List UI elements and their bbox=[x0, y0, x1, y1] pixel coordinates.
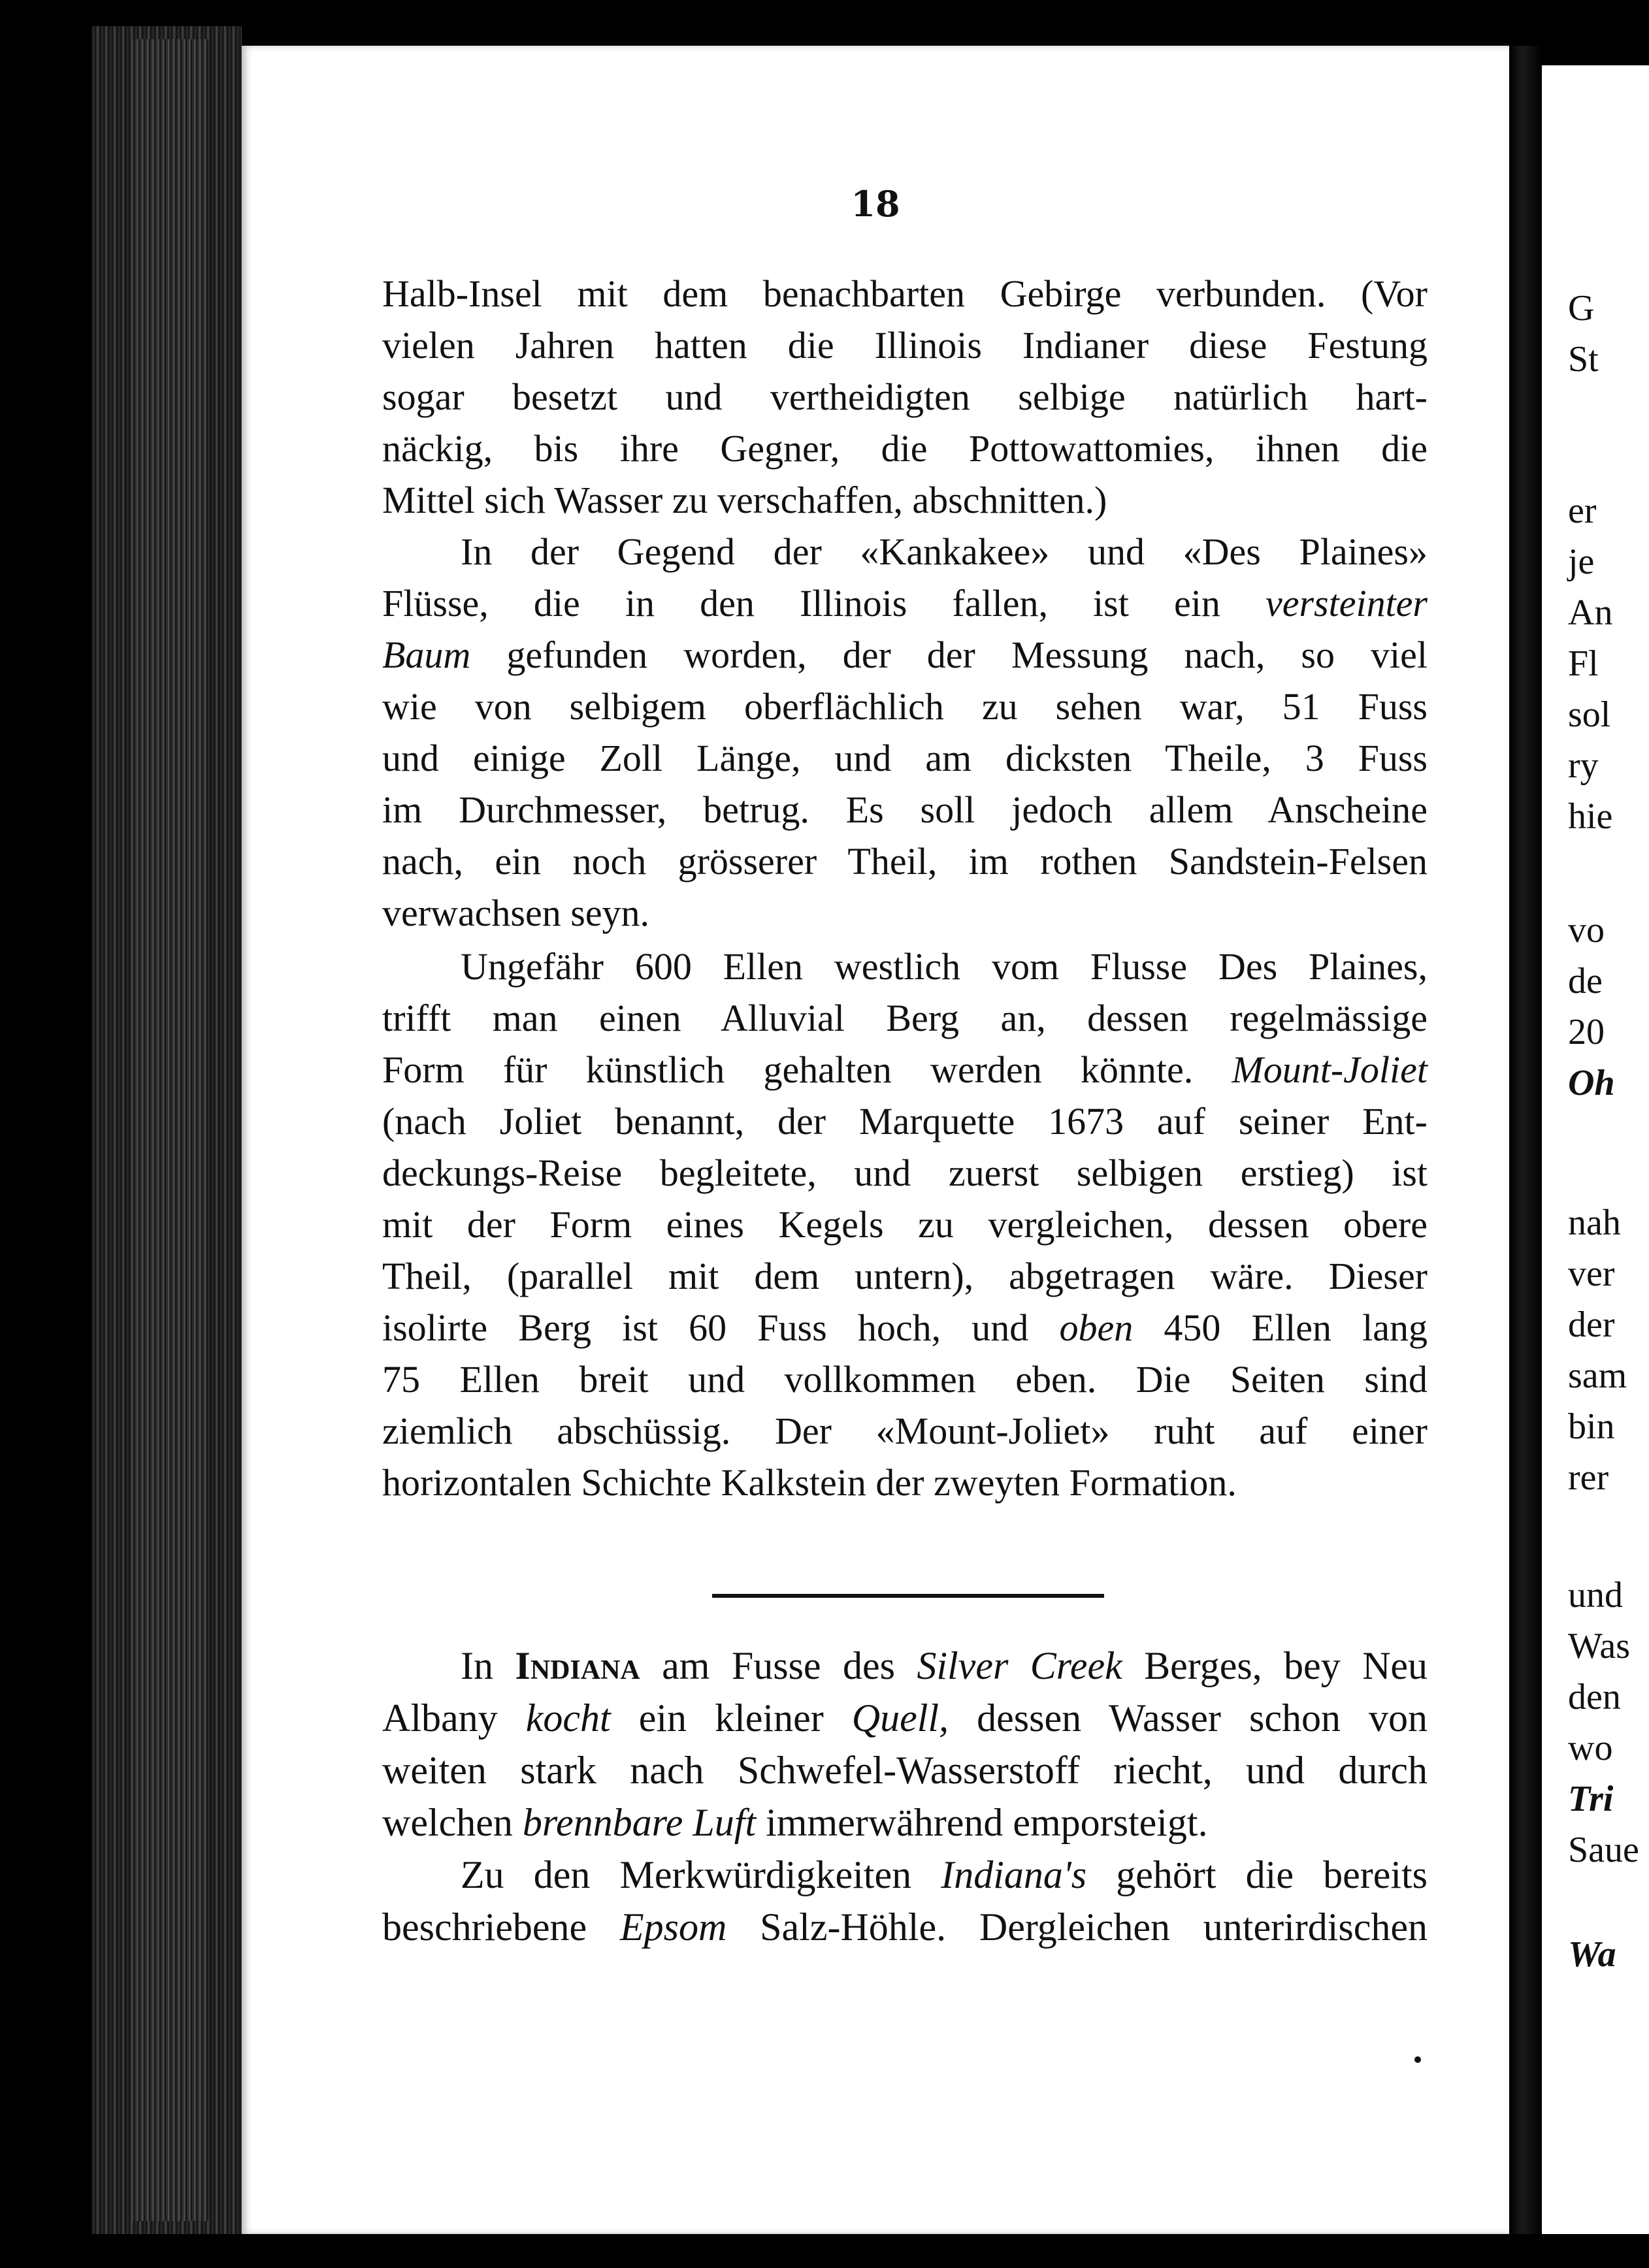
text-line: Mittel sich Wasser zu verschaffen, abschnitten.) bbox=[382, 479, 1107, 521]
facing-text-fragment: An bbox=[1568, 592, 1613, 633]
text-line: verwachsen seyn. bbox=[382, 892, 650, 934]
text-line: Ungefähr 600 Ellen westlich vom Flusse Des Plaines, bbox=[461, 945, 1428, 988]
facing-text-fragment: der bbox=[1568, 1304, 1615, 1345]
facing-text-fragment: Saue bbox=[1568, 1830, 1639, 1870]
ink-mark bbox=[1414, 2056, 1421, 2063]
paragraph-indiana bbox=[382, 1640, 1428, 1953]
text-line: wie von selbigem oberflächlich zu sehen war, 51 Fuss bbox=[382, 685, 1428, 728]
facing-text-fragment: je bbox=[1568, 542, 1595, 582]
book-page bbox=[242, 46, 1509, 2234]
text-line: weiten stark nach Schwefel-Wasserstoff riecht, und durch bbox=[382, 1749, 1428, 1792]
text-line: vielen Jahren hatten die Illinois Indianer diese Festung bbox=[382, 324, 1428, 366]
page-number: 18 bbox=[851, 183, 900, 225]
facing-text-fragment: rer bbox=[1568, 1457, 1609, 1498]
facing-text-fragment: er bbox=[1568, 491, 1597, 531]
facing-text-fragment: Tri bbox=[1568, 1779, 1614, 1819]
text-line: horizontalen Schichte Kalkstein der zweyten Formation. bbox=[382, 1461, 1237, 1504]
text-line: deckungs-Reise begleitete, und zuerst selbigen erstieg) ist bbox=[382, 1152, 1428, 1194]
text-line: nach, ein noch grösserer Theil, im rothen Sandstein-Felsen bbox=[382, 840, 1428, 883]
facing-text-fragment: bin bbox=[1568, 1406, 1615, 1447]
text-line: beschriebene Epsom Salz-Höhle. Dergleichen unterirdischen bbox=[382, 1905, 1428, 1949]
facing-text-fragment: hie bbox=[1568, 796, 1613, 837]
page-gutter bbox=[1509, 46, 1542, 2234]
facing-text-fragment: und bbox=[1568, 1575, 1623, 1615]
paragraph-2 bbox=[382, 526, 1428, 939]
text-line: Baum gefunden worden, der der Messung nach, so viel bbox=[382, 634, 1428, 676]
text-line: im Durchmesser, betrug. Es soll jedoch allem Anscheine bbox=[382, 788, 1428, 831]
facing-text-fragment: 20 bbox=[1568, 1012, 1605, 1052]
facing-text-fragment: vo bbox=[1568, 910, 1605, 950]
facing-text-fragment: Wa bbox=[1568, 1934, 1616, 1975]
facing-text-fragment: Fl bbox=[1568, 643, 1599, 684]
facing-text-fragment: den bbox=[1568, 1677, 1621, 1717]
text-line: Zu den Merkwürdigkeiten Indiana's gehört die bereits bbox=[461, 1853, 1428, 1896]
text-line: 75 Ellen breit und vollkommen eben. Die Seiten sind bbox=[382, 1358, 1428, 1401]
facing-text-fragment: G bbox=[1568, 288, 1595, 329]
facing-text-fragment: Oh bbox=[1568, 1063, 1615, 1103]
text-line: sogar besetzt und vertheidigten selbige natürlich hart- bbox=[382, 376, 1428, 418]
text-line: isolirte Berg ist 60 Fuss hoch, und oben 450 Ellen lang bbox=[382, 1306, 1428, 1349]
book-edge-pages bbox=[131, 39, 209, 2221]
facing-text-fragment: ry bbox=[1568, 745, 1599, 786]
facing-text-fragment: sol bbox=[1568, 694, 1611, 735]
facing-text-fragment: wo bbox=[1568, 1728, 1613, 1768]
facing-text-fragment: St bbox=[1568, 339, 1599, 380]
facing-text-fragment: ver bbox=[1568, 1254, 1615, 1294]
text-line: mit der Form eines Kegels zu vergleichen, dessen obere bbox=[382, 1203, 1428, 1246]
text-line: Flüsse, die in den Illinois fallen, ist ein versteinter bbox=[382, 582, 1428, 624]
text-line: Halb-Insel mit dem benachbarten Gebirge verbunden. (Vor bbox=[382, 272, 1428, 315]
facing-text-fragment: Was bbox=[1568, 1626, 1631, 1666]
facing-text-fragment: de bbox=[1568, 961, 1603, 1001]
paragraph-3 bbox=[382, 941, 1428, 1508]
text-line: und einige Zoll Länge, und am dicksten Theile, 3 Fuss bbox=[382, 737, 1428, 779]
text-line: ziemlich abschüssig. Der «Mount-Joliet» ruht auf einer bbox=[382, 1410, 1428, 1452]
text-line: trifft man einen Alluvial Berg an, dessen regelmässige bbox=[382, 997, 1428, 1039]
text-line: Theil, (parallel mit dem untern), abgetragen wäre. Dieser bbox=[382, 1255, 1428, 1297]
text-line: welchen brennbare Luft immerwährend emporsteigt. bbox=[382, 1801, 1208, 1844]
facing-text-fragment: nah bbox=[1568, 1203, 1621, 1243]
facing-page-edge bbox=[1542, 65, 1649, 2234]
text-line: In Indiana am Fusse des Silver Creek Berges, bey Neu bbox=[461, 1644, 1428, 1687]
paragraph-1 bbox=[382, 268, 1428, 526]
section-divider bbox=[712, 1594, 1104, 1598]
facing-text-fragment: sam bbox=[1568, 1355, 1627, 1396]
text-line: (nach Joliet benannt, der Marquette 1673 auf seiner Ent- bbox=[382, 1100, 1428, 1142]
text-line: Form für künstlich gehalten werden könnte. Mount-Joliet bbox=[382, 1048, 1428, 1091]
text-line: Albany kocht ein kleiner Quell, dessen Wasser schon von bbox=[382, 1696, 1428, 1740]
text-line: In der Gegend der «Kankakee» und «Des Plaines» bbox=[461, 530, 1428, 573]
text-line: näckig, bis ihre Gegner, die Pottowattomies, ihnen die bbox=[382, 427, 1428, 470]
